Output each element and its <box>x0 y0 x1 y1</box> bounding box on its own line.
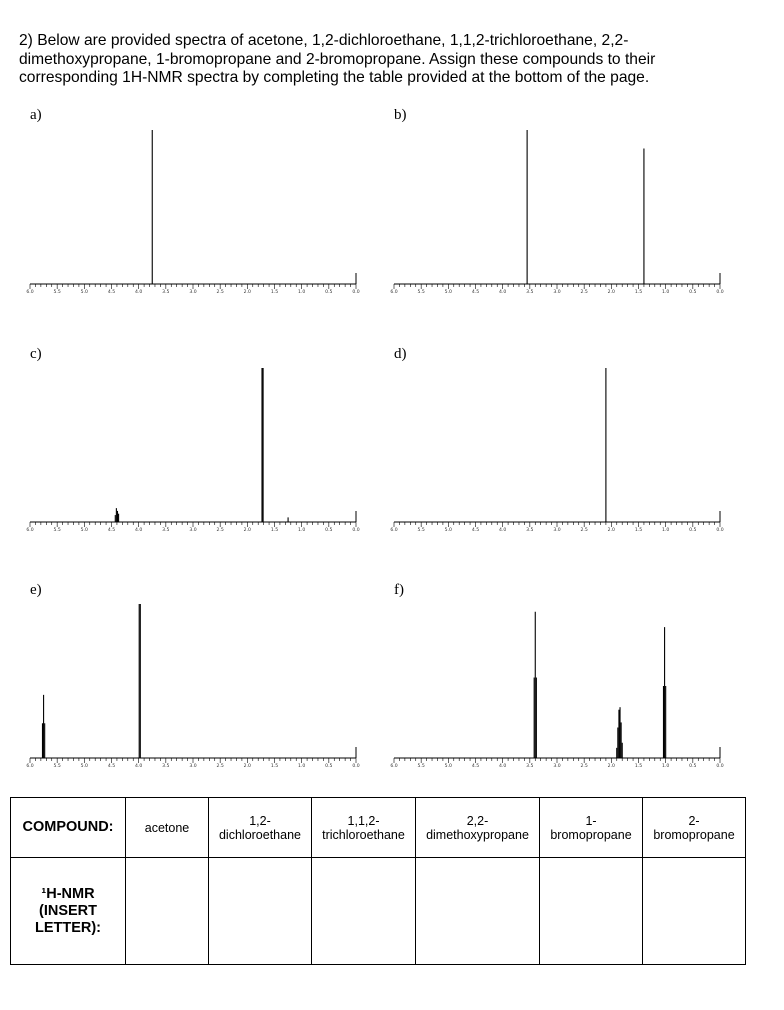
nmr-peak <box>139 604 140 758</box>
tick-label: 0.0 <box>352 764 360 769</box>
tick-label: 1.0 <box>298 290 306 295</box>
compound-header: COMPOUND: <box>11 798 126 858</box>
tick-label: 1.0 <box>298 764 306 769</box>
tick-label: 0.0 <box>352 528 360 533</box>
tick-label: 3.0 <box>553 290 561 295</box>
tick-label: 0.5 <box>325 764 333 769</box>
tick-label: 2.0 <box>243 528 251 533</box>
nmr-row-label: ¹H-NMR (INSERT LETTER): <box>11 858 126 965</box>
tick-label: 2.5 <box>216 764 224 769</box>
tick-label: 2.0 <box>607 764 615 769</box>
tick-label: 1.5 <box>270 290 279 295</box>
answer-row <box>11 858 746 965</box>
nmr-peak <box>617 707 623 758</box>
spectrum-label-b: b) <box>394 107 407 123</box>
tick-label: 5.0 <box>444 290 452 295</box>
tick-label: 0.0 <box>352 290 360 295</box>
spectrum-label-f: f) <box>394 582 404 598</box>
tick-label: 4.5 <box>471 764 480 769</box>
tick-label: 0.5 <box>325 290 333 295</box>
tick-label: 5.0 <box>80 528 88 533</box>
spectrum-d <box>390 358 724 538</box>
tick-label: 0.5 <box>689 764 697 769</box>
nmr-peak <box>534 612 536 758</box>
tick-label: 3.0 <box>189 528 197 533</box>
tick-label: 1.5 <box>270 528 279 533</box>
answer-cell[interactable] <box>643 858 746 965</box>
tick-label: 3.0 <box>553 528 561 533</box>
nmr-peak <box>115 508 118 522</box>
tick-label: 5.5 <box>417 290 425 295</box>
assignment-table <box>10 797 746 965</box>
tick-label: 1.0 <box>662 764 670 769</box>
tick-label: 1.5 <box>634 528 643 533</box>
answer-cell[interactable] <box>312 858 416 965</box>
tick-label: 4.0 <box>135 528 143 533</box>
tick-label: 5.0 <box>444 528 452 533</box>
compound-cell: 1,1,2- trichloroethane <box>312 798 416 858</box>
tick-label: 4.5 <box>107 764 116 769</box>
tick-label: 5.0 <box>80 290 88 295</box>
tick-label: 3.5 <box>162 290 170 295</box>
tick-label: 0.0 <box>716 528 724 533</box>
tick-label: 4.0 <box>135 764 143 769</box>
spectrum-label-d: d) <box>394 346 407 362</box>
tick-label: 0.0 <box>716 764 724 769</box>
tick-label: 3.5 <box>526 764 534 769</box>
tick-label: 6.0 <box>390 764 398 769</box>
tick-label: 5.5 <box>417 764 425 769</box>
tick-label: 0.5 <box>689 290 697 295</box>
tick-label: 5.0 <box>80 764 88 769</box>
spectrum-c <box>26 358 360 538</box>
nmr-peak <box>42 695 44 758</box>
answer-cell[interactable] <box>416 858 540 965</box>
compound-cell: 1,2- dichloroethane <box>209 798 312 858</box>
tick-label: 6.0 <box>26 528 34 533</box>
tick-label: 4.0 <box>135 290 143 295</box>
tick-label: 1.5 <box>270 764 279 769</box>
tick-label: 2.0 <box>243 764 251 769</box>
tick-label: 5.5 <box>53 764 61 769</box>
tick-label: 4.5 <box>471 528 480 533</box>
tick-label: 2.5 <box>580 290 588 295</box>
tick-label: 6.0 <box>26 764 34 769</box>
tick-label: 2.0 <box>607 528 615 533</box>
tick-label: 2.0 <box>243 290 251 295</box>
spectrum-label-c: c) <box>30 346 42 362</box>
answer-cell[interactable] <box>540 858 643 965</box>
answer-cell[interactable] <box>126 858 209 965</box>
tick-label: 2.5 <box>580 764 588 769</box>
spectrum-b <box>390 120 724 300</box>
tick-label: 1.0 <box>662 528 670 533</box>
compound-row <box>11 798 746 858</box>
tick-label: 1.5 <box>634 764 643 769</box>
nmr-peak <box>663 627 665 758</box>
tick-label: 4.5 <box>107 290 116 295</box>
tick-label: 6.0 <box>390 290 398 295</box>
tick-label: 4.5 <box>107 528 116 533</box>
tick-label: 5.5 <box>53 528 61 533</box>
tick-label: 5.0 <box>444 764 452 769</box>
tick-label: 5.5 <box>417 528 425 533</box>
tick-label: 3.5 <box>526 528 534 533</box>
tick-label: 2.0 <box>607 290 615 295</box>
compound-cell: acetone <box>126 798 209 858</box>
compound-cell: 2,2- dimethoxypropane <box>416 798 540 858</box>
tick-label: 0.5 <box>689 528 697 533</box>
tick-label: 3.5 <box>526 290 534 295</box>
compound-cell: 2- bromopropane <box>643 798 746 858</box>
tick-label: 3.0 <box>189 290 197 295</box>
tick-label: 4.0 <box>499 764 507 769</box>
tick-label: 6.0 <box>390 528 398 533</box>
tick-label: 2.5 <box>216 528 224 533</box>
spectrum-f <box>390 594 724 774</box>
tick-label: 2.5 <box>580 528 588 533</box>
tick-label: 3.0 <box>553 764 561 769</box>
answer-cell[interactable] <box>209 858 312 965</box>
tick-label: 2.5 <box>216 290 224 295</box>
tick-label: 0.5 <box>325 528 333 533</box>
tick-label: 4.0 <box>499 290 507 295</box>
tick-label: 4.0 <box>499 528 507 533</box>
tick-label: 3.5 <box>162 764 170 769</box>
tick-label: 5.5 <box>53 290 61 295</box>
tick-label: 1.0 <box>662 290 670 295</box>
tick-label: 1.0 <box>298 528 306 533</box>
tick-label: 3.5 <box>162 528 170 533</box>
tick-label: 1.5 <box>634 290 643 295</box>
nmr-peak <box>262 368 263 522</box>
tick-label: 4.5 <box>471 290 480 295</box>
spectrum-e <box>26 594 360 774</box>
tick-label: 0.0 <box>716 290 724 295</box>
spectrum-label-a: a) <box>30 107 42 123</box>
compound-cell: 1- bromopropane <box>540 798 643 858</box>
spectrum-label-e: e) <box>30 582 42 598</box>
question-text: 2) Below are provided spectra of acetone, 1,2-dichloroethane, 1,1,2-trichloroethane, 2,2-dimethoxypropane, 1-bromopropane and 2-bromopropane. Assign these compounds to their corresponding 1H-NMR spectra by completing the table provided at the bottom of the page. <box>19 32 656 86</box>
tick-label: 6.0 <box>26 290 34 295</box>
tick-label: 3.0 <box>189 764 197 769</box>
spectrum-a <box>26 120 360 300</box>
